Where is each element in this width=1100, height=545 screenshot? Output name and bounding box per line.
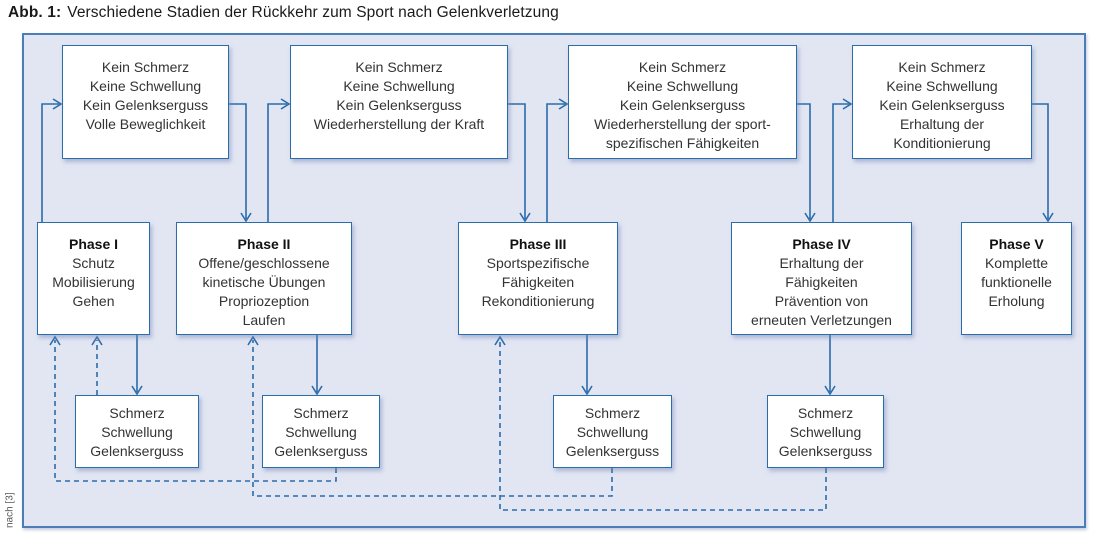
- box-line: Keine Schwellung: [626, 78, 739, 94]
- symptom-text: [554, 404, 671, 461]
- box-line: Kein Schmerz: [355, 59, 443, 75]
- box-line: Gelenkserguss: [778, 443, 873, 459]
- phase-text: [732, 254, 911, 330]
- box-line: Erholung: [988, 293, 1045, 309]
- criteria-text: [853, 58, 1031, 153]
- box-line: Laufen: [242, 312, 286, 328]
- phase-title: Phase II: [237, 236, 291, 252]
- criteria-box-3: [568, 45, 797, 159]
- box-line: Kein Gelenkserguss: [879, 97, 1005, 113]
- source-reference: nach [3]: [4, 492, 16, 528]
- box-line: Kein Schmerz: [101, 59, 190, 75]
- phase-box-2: [176, 222, 352, 335]
- phase-text: [962, 254, 1071, 311]
- phase-title: Phase V: [989, 236, 1044, 252]
- box-line: Volle Beweglichkeit: [85, 116, 206, 132]
- box-line: Schmerz: [293, 405, 349, 421]
- box-line: Kein Schmerz: [638, 59, 727, 75]
- box-line: Keine Schwellung: [343, 78, 455, 94]
- box-line: Gehen: [72, 293, 115, 309]
- box-line: Schmerz: [584, 405, 641, 421]
- symptom-box-1: [75, 395, 199, 468]
- box-line: Kein Gelenkserguss: [619, 97, 746, 113]
- box-line: Wiederherstellung der Kraft: [313, 116, 485, 132]
- symptom-text: [263, 404, 379, 461]
- box-line: Fähigkeiten: [501, 274, 575, 290]
- phase-box-4: [731, 222, 912, 335]
- box-line: funktionelle: [981, 274, 1052, 290]
- box-line: Schwellung: [285, 424, 357, 440]
- box-line: Erhaltung der: [779, 255, 864, 271]
- phase-box-1: [37, 222, 150, 335]
- phase-box-5: [961, 222, 1072, 335]
- symptom-box-2: [262, 395, 380, 468]
- phase-title: Phase III: [509, 236, 567, 252]
- box-line: Offene/geschlossene: [198, 255, 330, 271]
- criteria-text: [291, 58, 507, 134]
- figure-title: [8, 4, 559, 22]
- box-line: Konditionierung: [893, 135, 991, 151]
- box-line: Rekonditionierung: [481, 293, 595, 309]
- box-line: Erhaltung der: [899, 116, 985, 132]
- phase-box-3: [458, 222, 618, 335]
- box-line: Schwellung: [789, 424, 862, 440]
- symptom-text: [768, 404, 883, 461]
- box-line: Wiederherstellung der sport-: [594, 116, 771, 132]
- box-line: erneuten Verletzungen: [751, 312, 892, 328]
- box-line: Kein Schmerz: [898, 59, 986, 75]
- box-line: Schwellung: [101, 424, 173, 440]
- box-line: Prävention von: [774, 293, 869, 309]
- phase-title: Phase I: [68, 236, 119, 252]
- criteria-box-1: [62, 45, 229, 159]
- box-line: Schutz: [72, 255, 115, 271]
- criteria-box-2: [290, 45, 508, 159]
- box-line: Kein Gelenkserguss: [82, 97, 209, 113]
- box-line: Mobilisierung: [52, 274, 135, 290]
- box-line: Keine Schwellung: [89, 78, 202, 94]
- box-line: Gelenkserguss: [565, 443, 660, 459]
- box-line: kinetische Übungen: [202, 274, 326, 290]
- criteria-text: [63, 58, 228, 134]
- box-line: Komplette: [984, 255, 1049, 271]
- box-line: spezifischen Fähigkeiten: [605, 135, 760, 151]
- phase-title: Phase IV: [792, 236, 851, 252]
- criteria-text: [569, 58, 796, 153]
- symptom-box-4: [767, 395, 884, 468]
- box-line: Gelenkserguss: [274, 443, 368, 459]
- symptom-text: [76, 404, 198, 461]
- box-line: Gelenkserguss: [90, 443, 184, 459]
- phase-text: [459, 254, 617, 311]
- box-line: Schmerz: [109, 405, 165, 421]
- box-line: Kein Gelenkserguss: [336, 97, 462, 113]
- symptom-box-3: [553, 395, 672, 468]
- phase-text: [38, 254, 149, 311]
- phase-text: [177, 254, 351, 330]
- box-line: Schmerz: [797, 405, 854, 421]
- box-line: Fähigkeiten: [785, 274, 858, 290]
- box-line: Propriozeption: [218, 293, 310, 309]
- figure-label: Abb. 1:: [8, 4, 62, 21]
- figure-title-text: Verschiedene Stadien der Rückkehr zum Sport nach Gelenkverletzung: [67, 4, 559, 21]
- box-line: Schwellung: [576, 424, 649, 440]
- box-line: Sportspezifische: [486, 255, 590, 271]
- criteria-box-4: [852, 45, 1032, 159]
- box-line: Keine Schwellung: [886, 78, 998, 94]
